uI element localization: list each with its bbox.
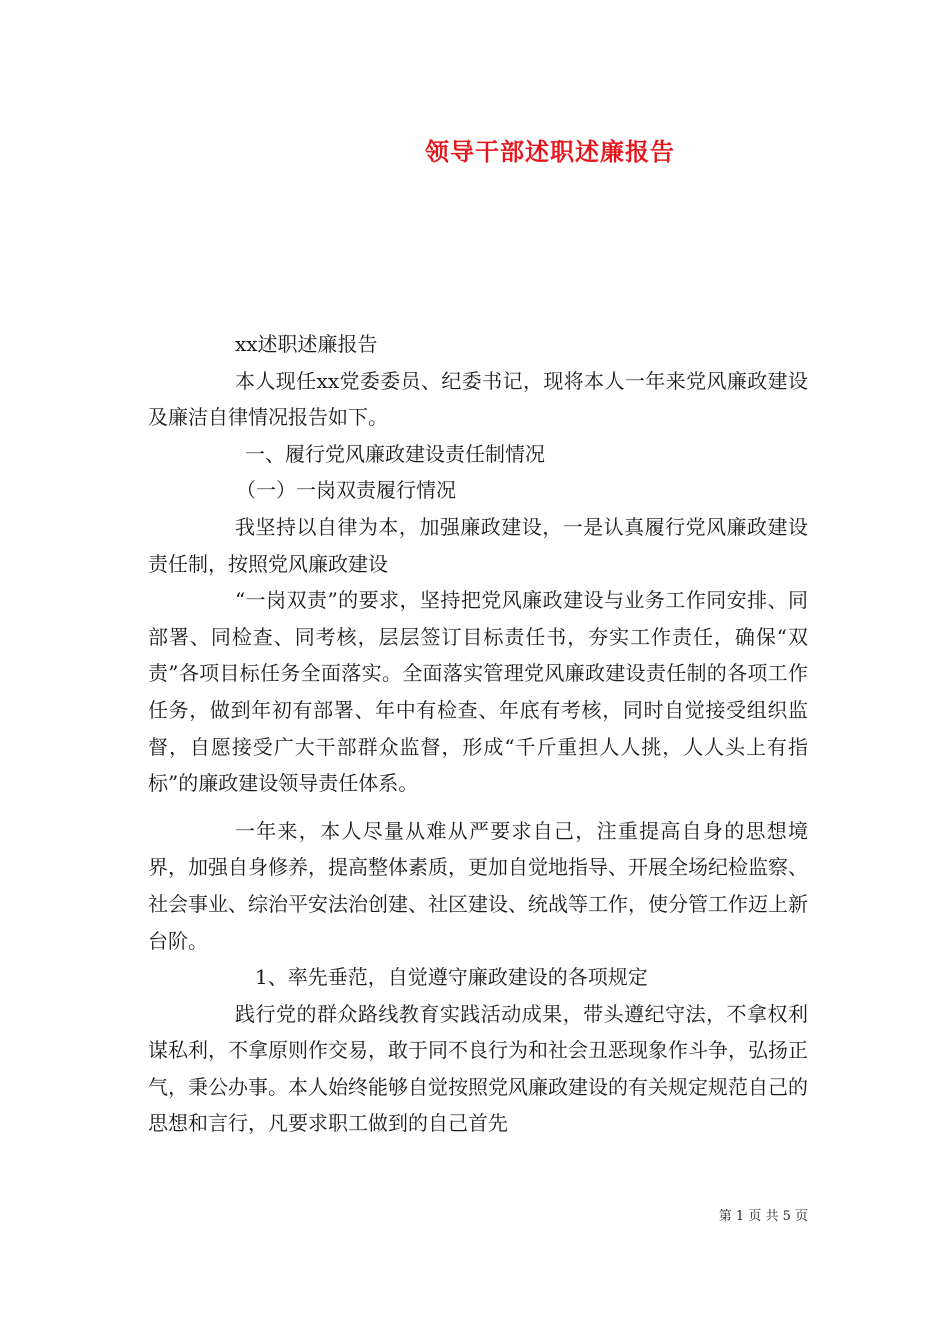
paragraph: 本人现任xx党委委员、纪委书记，现将本人一年来党风廉政建设及廉洁自律情况报告如下。 [148, 368, 808, 430]
document-title: 领导干部述职述廉报告 [425, 137, 675, 166]
paragraph: 我坚持以自律为本，加强廉政建设，一是认真履行党风廉政建设责任制，按照党风廉政建设 [148, 514, 808, 576]
page-number: 第 1 页 共 5 页 [718, 1209, 808, 1224]
numbered-heading: 1、率先垂范，自觉遵守廉政建设的各项规定 [255, 965, 648, 990]
paragraph: 一年来，本人尽量从难从严要求自己，注重提高自身的思想境界，加强自身修养，提高整体素质，更加自觉地指导、开展全场纪检监察、社会事业、综治平安法治创建、社区建设、统战等工作，使分管工作迈上新台阶。 [148, 818, 808, 953]
report-subtitle: xx述职述廉报告 [235, 332, 378, 356]
document-body [148, 326, 808, 1142]
paragraph: 践行党的群众路线教育实践活动成果，带头遵纪守法，不拿权利谋私利，不拿原则作交易，敢于同不良行为和社会丑恶现象作斗争，弘扬正气，秉公办事。本人始终能够自觉按照党风廉政建设的有关规定规范自己的思想和言行，凡要求职工做到的自己首先 [148, 1001, 808, 1136]
subsection-heading: （一）一岗双责履行情况 [236, 478, 456, 503]
section-heading: 一、履行党风廉政建设责任制情况 [245, 441, 545, 466]
paragraph: “一岗双责”的要求，坚持把党风廉政建设与业务工作同安排、同部署、同检查、同考核，层层签订目标责任书，夯实工作责任，确保“双责”各项目标任务全面落实。全面落实管理党风廉政建设责任制的各项工作任务，做到年初有部署、年中有检查、年底有考核，同时自觉接受组织监督，自愿接受广大干部群众监督，形成“千斤重担人人挑，人人头上有指标”的廉政建设领导责任体系。 [148, 588, 808, 796]
